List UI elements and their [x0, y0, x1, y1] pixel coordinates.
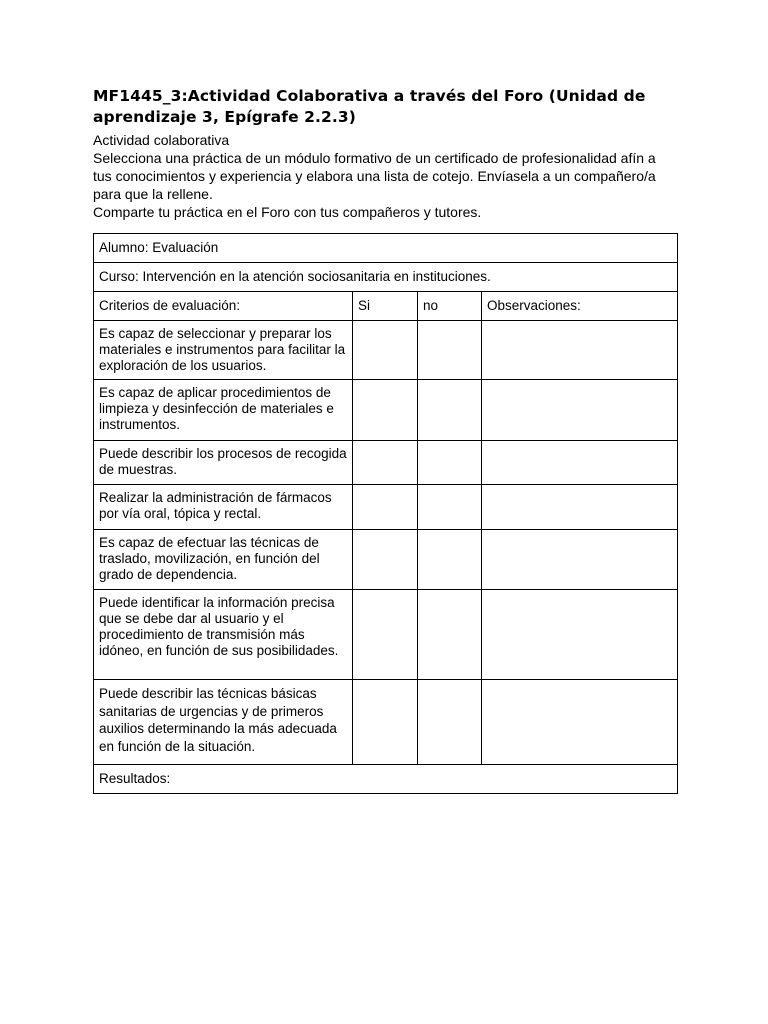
observations-cell[interactable] [482, 680, 678, 765]
observations-cell[interactable] [482, 590, 678, 680]
criterion-row [94, 680, 678, 765]
yes-cell[interactable] [353, 380, 418, 441]
criterion-text: Realizar la administración de fármacos por vía oral, tópica y rectal. [94, 485, 353, 530]
no-cell[interactable] [418, 590, 482, 680]
observations-cell[interactable] [482, 380, 678, 441]
criterion-row [94, 441, 678, 485]
document-page [93, 86, 677, 221]
observations-cell[interactable] [482, 485, 678, 530]
criterion-text: Es capaz de seleccionar y preparar los materiales e instrumentos para facilitar la exploración de los usuarios. [94, 321, 353, 380]
yes-cell[interactable] [353, 321, 418, 380]
intro-text [93, 131, 677, 221]
yes-cell[interactable] [353, 530, 418, 590]
yes-cell[interactable] [353, 441, 418, 485]
student-row [94, 234, 678, 263]
results-row [94, 765, 678, 794]
no-cell[interactable] [418, 321, 482, 380]
criterion-row [94, 590, 678, 680]
results-cell: Resultados: [94, 765, 678, 794]
yes-header: Si [353, 292, 418, 321]
criterion-row [94, 321, 678, 380]
checklist-table [93, 233, 678, 794]
criterion-text: Es capaz de efectuar las técnicas de traslado, movilización, en función del grado de dependencia. [94, 530, 353, 590]
yes-cell[interactable] [353, 680, 418, 765]
criterion-text: Es capaz de aplicar procedimientos de limpieza y desinfección de materiales e instrumentos. [94, 380, 353, 441]
course-row [94, 263, 678, 292]
criteria-header: Criterios de evaluación: [94, 292, 353, 321]
no-cell[interactable] [418, 380, 482, 441]
header-row [94, 292, 678, 321]
criterion-row [94, 485, 678, 530]
no-cell[interactable] [418, 530, 482, 590]
document-title: MF1445_3:Actividad Colaborativa a través del Foro (Unidad de aprendizaje 3, Epígrafe 2.2.3) [93, 87, 646, 126]
share-note: Comparte tu práctica en el Foro con tus compañeros y tutores. [93, 204, 482, 220]
criterion-text: Puede identificar la información precisa que se debe dar al usuario y el procedimiento de transmisión más idóneo, en función de sus posibilidades. [94, 590, 353, 680]
observations-cell[interactable] [482, 530, 678, 590]
no-cell[interactable] [418, 441, 482, 485]
activity-instructions: Selecciona una práctica de un módulo formativo de un certificado de profesionalidad afín a tus conocimientos y experiencia y elabora una lista de cotejo. Envíasela a un compañero/a para que la rellene. [93, 150, 656, 202]
observations-header: Observaciones: [482, 292, 678, 321]
no-header: no [418, 292, 482, 321]
criterion-row [94, 530, 678, 590]
criterion-text: Puede describir los procesos de recogida de muestras. [94, 441, 353, 485]
activity-subtitle: Actividad colaborativa [93, 132, 230, 148]
observations-cell[interactable] [482, 321, 678, 380]
student-cell: Alumno: Evaluación [94, 234, 678, 263]
observations-cell[interactable] [482, 441, 678, 485]
course-cell: Curso: Intervención en la atención sociosanitaria en instituciones. [94, 263, 678, 292]
criterion-row [94, 380, 678, 441]
no-cell[interactable] [418, 485, 482, 530]
yes-cell[interactable] [353, 590, 418, 680]
criterion-text: Puede describir las técnicas básicas sanitarias de urgencias y de primeros auxilios determinando la más adecuada en función de la situación. [94, 680, 353, 765]
no-cell[interactable] [418, 680, 482, 765]
yes-cell[interactable] [353, 485, 418, 530]
